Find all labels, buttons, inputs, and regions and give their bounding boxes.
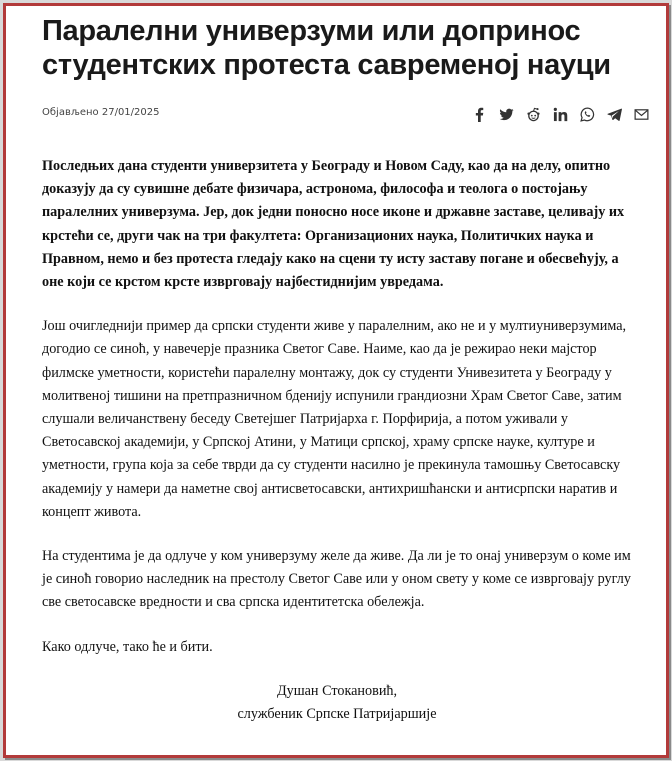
email-icon[interactable] bbox=[632, 105, 650, 123]
share-bar bbox=[470, 105, 650, 123]
signature bbox=[42, 680, 632, 726]
whatsapp-icon[interactable] bbox=[578, 105, 596, 123]
signature-name: Душан Стокановић, bbox=[276, 682, 398, 699]
article-title: Паралелни универзуми или допринос студентских протеста савременој науци bbox=[42, 15, 611, 81]
article-body bbox=[42, 155, 632, 747]
body-paragraph: Још очигледнији пример да српски студенти живе у паралелним, ако не и у мултиуниверзумима, догодио се синоћ, у навечерје празника Светог Саве. Наиме, као да је режирао неки мајстор филмске уметности, користећи паралелну монтажу, док су студенти Унивезитета у Београду у молитвеној тишини на претпразничном бденију испунили грандиозни Храм Светог Саве, затим слушали величанствену беседу Светејшег Патријарха г. Порфирија, а потом уживали у Светосавској академији, у Српској Атини, у Матици српској, храму српске науке, културе и уметности, група која за себе тврди да су студенти насилно је прекинула тамошњу Светосавску академију у намери да наметне свој антисветосавски, антихришћански и антисрпски наратив и концепт живота. bbox=[42, 318, 627, 520]
lead-paragraph: Последњих дана студенти универзитета у Београду и Новом Саду, као да на делу, опитно доказују да су сувишне дебате физичара, астронома, философа и теолога о постојању паралелних универзума. Јер, док једни поносно носе иконе и државне заставе, целивају их крстећи се, други чак на три факултета: Организационих наука, Политичких наука и Правном, немо и без протеста гледају како на сцени ту исту заставу погане и обесвећују, а оне који се крстом крсте изврговају најбестиднијим увредама. bbox=[42, 158, 625, 291]
body-paragraph: Како одлуче, тако ће и бити. bbox=[42, 638, 213, 655]
reddit-icon[interactable] bbox=[524, 105, 542, 123]
article-frame bbox=[3, 3, 669, 758]
signature-role: службеник Српске Патријаршије bbox=[237, 706, 437, 723]
twitter-icon[interactable] bbox=[497, 105, 515, 123]
telegram-icon[interactable] bbox=[605, 105, 623, 123]
publish-date: Објављено 27/01/2025 bbox=[42, 107, 160, 118]
body-paragraph: На студентима је да одлуче у ком универзуму желе да живе. Да ли је то онај универзум о коме им је синоћ говорио наследник на престолу Светог Саве или у оном свету у коме се изврговају руглу све светосавске вредности и сва српска идентитетска обележја. bbox=[42, 548, 631, 611]
facebook-icon[interactable] bbox=[470, 105, 488, 123]
linkedin-icon[interactable] bbox=[551, 105, 569, 123]
